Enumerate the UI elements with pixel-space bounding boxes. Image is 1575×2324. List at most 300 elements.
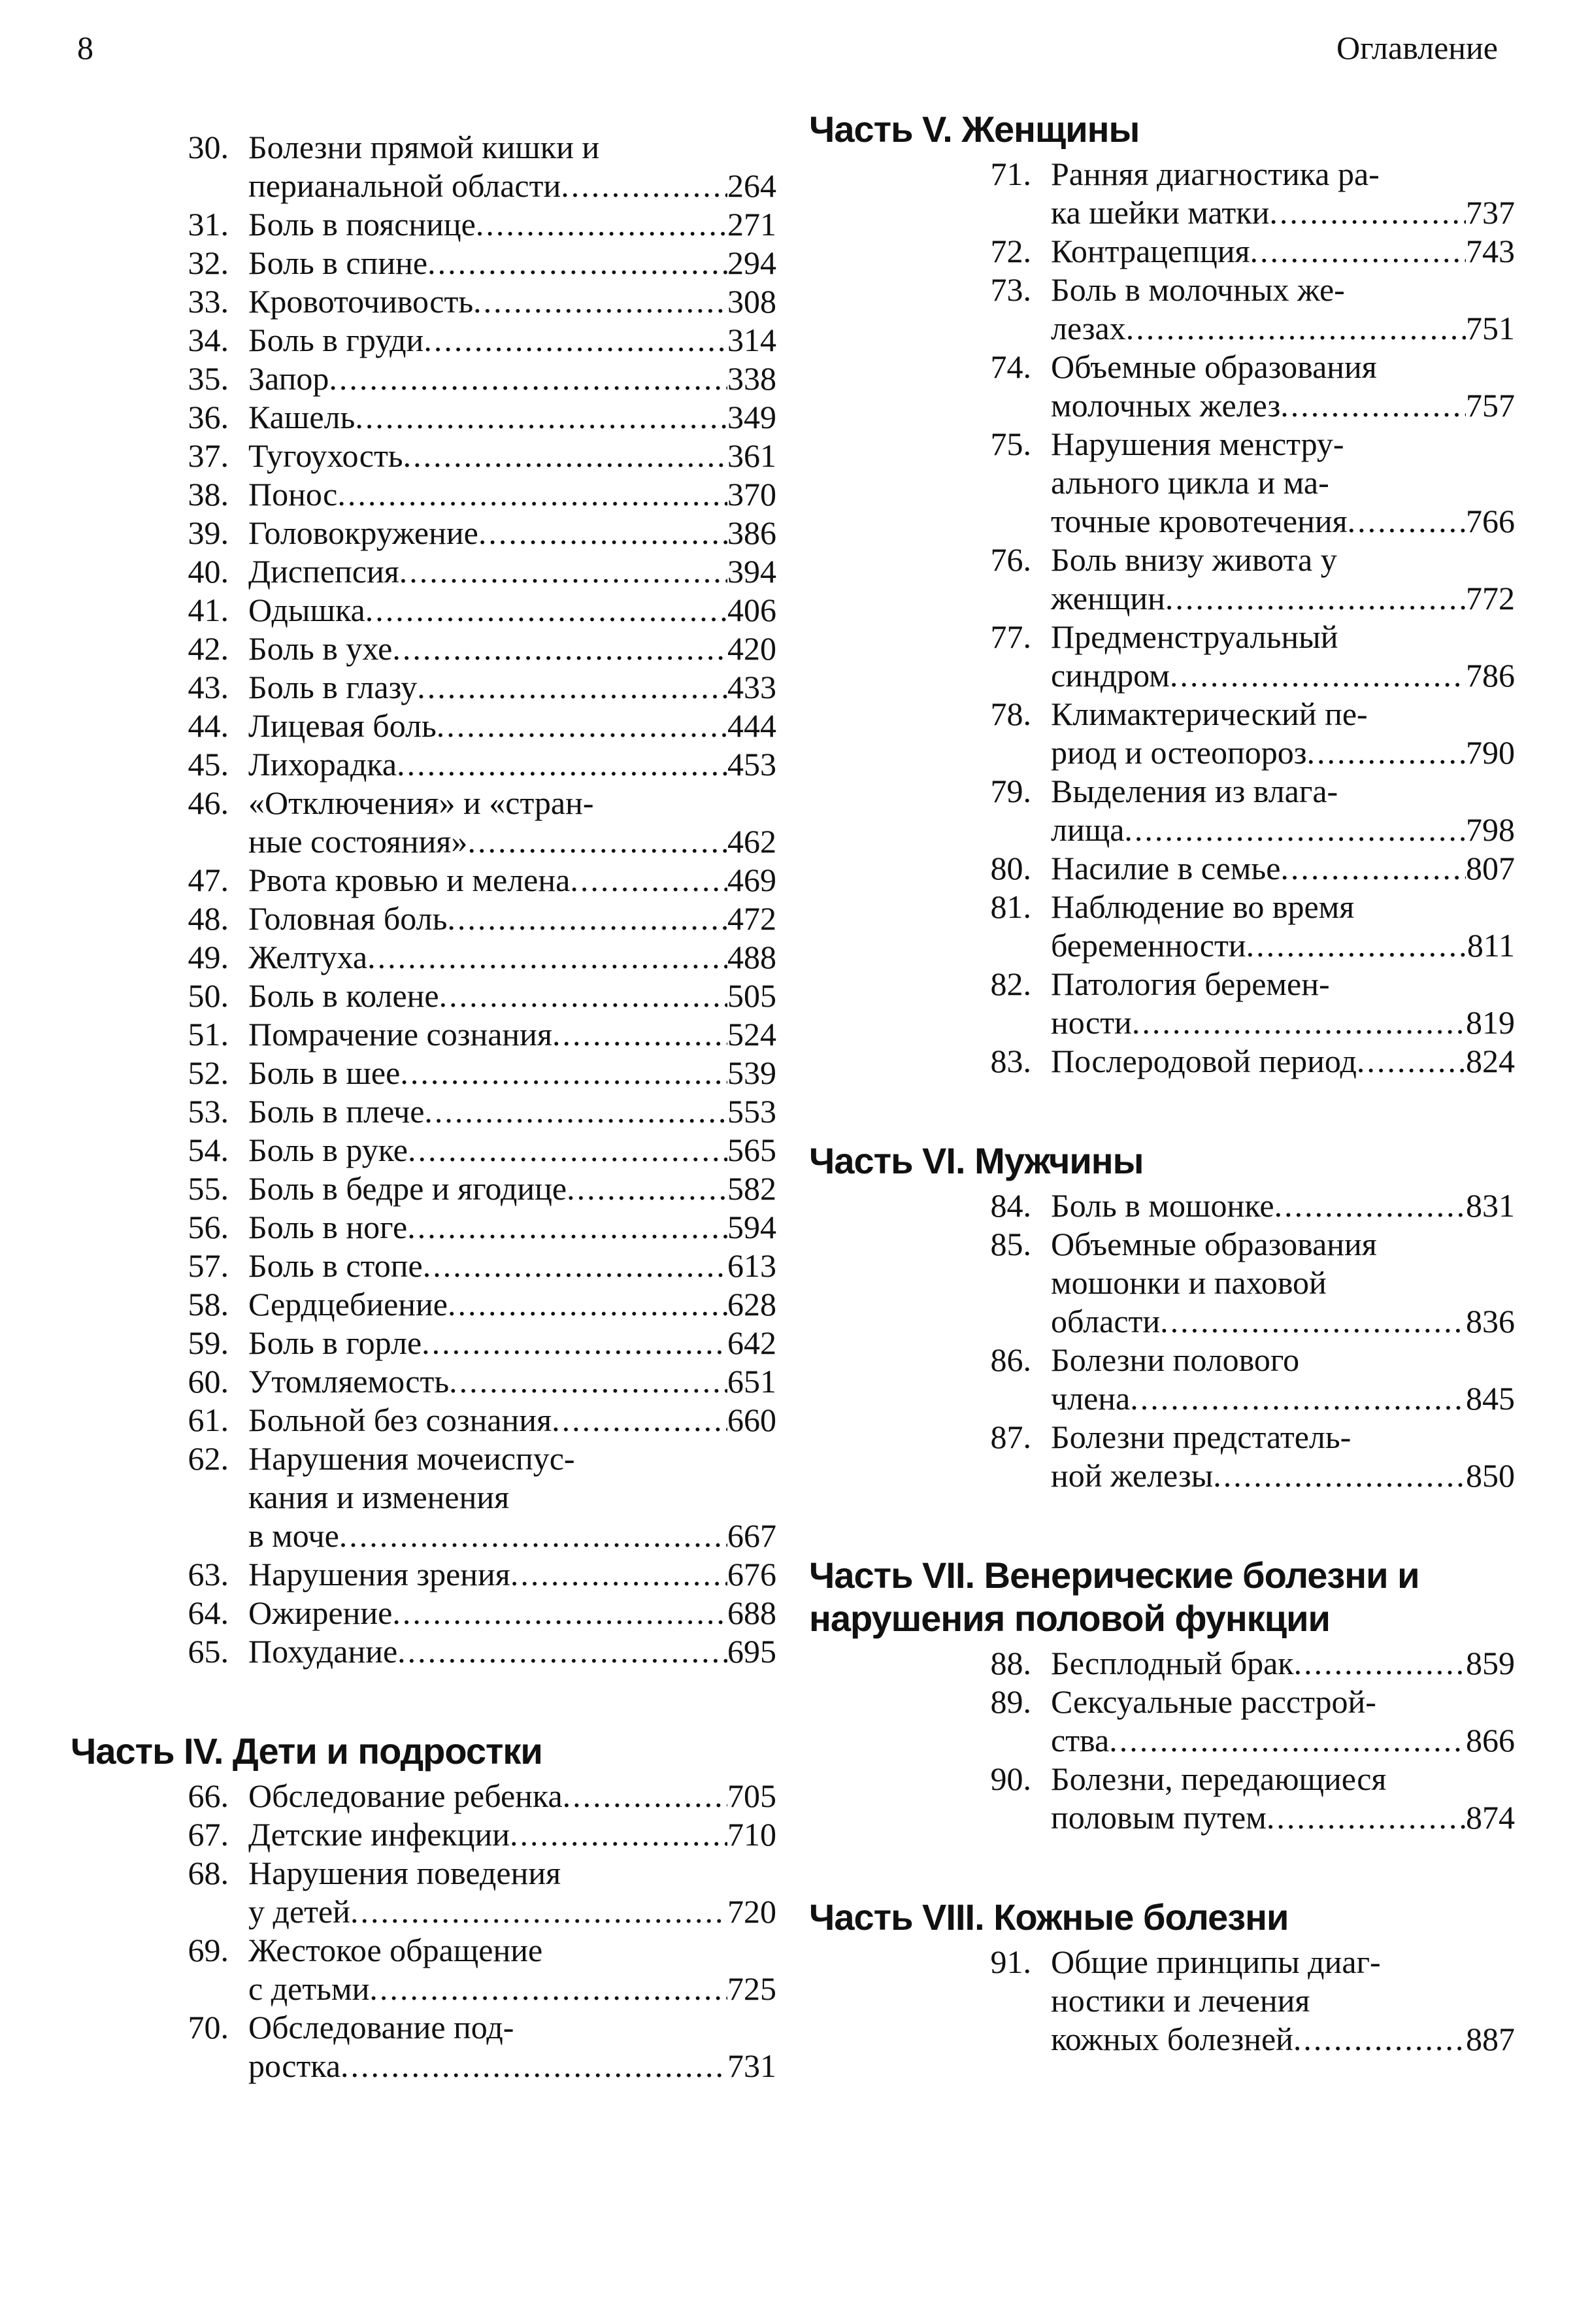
chapter-number: 81. [990, 888, 1031, 925]
chapter-number: 65. [188, 1633, 229, 1670]
page-ref: 845 [1466, 1380, 1515, 1417]
dot-leader [408, 1131, 727, 1170]
page-ref: 887 [1466, 2021, 1515, 2057]
chapter-title-line: в моче [248, 1517, 339, 1554]
chapter-number: 58. [188, 1286, 229, 1322]
toc-entry[interactable] [71, 1401, 776, 1440]
page-ref: 524 [727, 1016, 776, 1053]
dot-leader [1280, 386, 1466, 425]
page-ref: 469 [727, 862, 776, 898]
toc-entry[interactable] [71, 591, 776, 630]
dot-leader [1170, 656, 1466, 695]
chapter-number: 77. [990, 618, 1031, 655]
toc-entry[interactable] [809, 1760, 1515, 1837]
part-heading: Часть VIII. Кожные болезни [809, 1896, 1289, 1938]
chapter-title-line: Жестокое обращение [248, 1932, 543, 1968]
page-ref: 836 [1466, 1303, 1515, 1339]
chapter-title-line: Боль в молочных же- [1051, 271, 1345, 308]
chapter-title-line: Боль в шее [248, 1054, 401, 1091]
chapter-number: 44. [188, 707, 229, 744]
toc-entry[interactable] [809, 271, 1515, 348]
chapter-title-line: ства [1051, 1722, 1110, 1759]
toc-entry[interactable] [71, 977, 776, 1015]
toc-entry[interactable] [71, 128, 776, 205]
chapter-title-line: Нарушения мочеиспус- [248, 1440, 575, 1477]
toc-entry[interactable] [71, 938, 776, 977]
chapter-number: 42. [188, 630, 229, 667]
toc-entry[interactable] [809, 348, 1515, 425]
chapter-number: 83. [990, 1043, 1031, 1079]
chapter-title-line: Боль внизу живота у [1051, 541, 1337, 578]
chapter-title-line: беременности [1051, 927, 1246, 964]
chapter-number: 45. [188, 746, 229, 783]
dot-leader [1307, 733, 1466, 772]
toc-entry[interactable] [71, 900, 776, 938]
chapter-title-line: Ожирение [248, 1594, 393, 1631]
page-ref: 264 [727, 167, 776, 204]
dot-leader [561, 167, 727, 205]
toc-entry[interactable] [71, 1555, 776, 1594]
chapter-title-line: Боль в пояснице [248, 206, 476, 243]
toc-part [809, 1896, 1515, 2059]
toc-entry[interactable] [71, 514, 776, 552]
chapter-title-line: Обследование под- [248, 2009, 514, 2046]
dot-leader [397, 745, 727, 784]
toc-entry[interactable] [71, 1632, 776, 1671]
toc-entry[interactable] [71, 1054, 776, 1092]
page-ref: 628 [727, 1286, 776, 1322]
toc-entry[interactable] [71, 1208, 776, 1247]
page-ref: 433 [727, 669, 776, 705]
chapter-number: 88. [990, 1645, 1031, 1681]
toc-right-column [809, 108, 1515, 2117]
chapter-title-line: Сердцебиение [248, 1286, 448, 1322]
dot-leader [424, 1092, 727, 1131]
dot-leader [423, 321, 727, 360]
page-ref: 757 [1466, 387, 1515, 424]
toc-part [809, 1554, 1515, 1837]
page-ref: 710 [727, 1816, 776, 1853]
dot-leader [510, 1555, 727, 1594]
page-ref: 582 [727, 1170, 776, 1207]
toc-part [809, 108, 1515, 1081]
dot-leader [427, 244, 727, 282]
toc-entry[interactable] [809, 232, 1515, 271]
page-ref: 488 [727, 939, 776, 975]
part-heading: Часть V. Женщины [809, 109, 1140, 150]
chapter-title-line: Общие принципы диаг- [1051, 1944, 1381, 1980]
toc-entry[interactable] [71, 1285, 776, 1324]
chapter-number: 89. [990, 1683, 1031, 1720]
chapter-title-line: риод и остеопороз [1051, 734, 1307, 771]
page-ref: 811 [1467, 927, 1515, 964]
dot-leader [473, 282, 727, 321]
page-ref: 370 [727, 476, 776, 513]
chapter-number: 78. [990, 696, 1031, 732]
chapter-number: 32. [188, 244, 229, 281]
dot-leader [1294, 1644, 1466, 1683]
toc-entry[interactable] [71, 1777, 776, 1815]
chapter-title-line: области [1051, 1303, 1161, 1339]
chapter-title-line: Насилие в семье [1051, 850, 1281, 886]
dot-leader [367, 938, 727, 977]
chapter-number: 46. [188, 784, 229, 821]
page-ref: 613 [727, 1247, 776, 1284]
page-ref: 786 [1466, 657, 1515, 694]
dot-leader [422, 1324, 727, 1362]
toc-entry[interactable] [71, 1092, 776, 1131]
chapter-number: 75. [990, 426, 1031, 462]
dot-leader [1165, 579, 1466, 618]
page-ref: 338 [727, 360, 776, 397]
chapter-number: 49. [188, 939, 229, 975]
dot-leader [1274, 1187, 1466, 1225]
dot-leader [476, 205, 727, 244]
dot-leader [397, 1632, 727, 1671]
chapter-number: 50. [188, 977, 229, 1014]
part-heading: Часть VII. Венерические болезни и нарушения половой функции [809, 1555, 1419, 1639]
toc-entry[interactable] [71, 784, 776, 861]
chapter-number: 48. [188, 900, 229, 937]
page-ref: 743 [1466, 233, 1515, 269]
toc-entry[interactable] [71, 861, 776, 900]
dot-leader [403, 437, 727, 475]
toc-entry[interactable] [71, 1854, 776, 1931]
chapter-title-line: ной железы [1051, 1457, 1214, 1494]
page-ref: 798 [1466, 811, 1515, 848]
toc-entry[interactable] [71, 1594, 776, 1632]
chapter-title-line: члена [1051, 1380, 1131, 1417]
chapter-number: 41. [188, 592, 229, 628]
dot-leader [447, 900, 727, 938]
toc-entry[interactable] [71, 1170, 776, 1208]
part-heading: Часть VI. Мужчины [809, 1140, 1144, 1181]
toc-entry[interactable] [809, 1683, 1515, 1760]
page-ref: 731 [727, 2047, 776, 2084]
toc-entry[interactable] [71, 1131, 776, 1170]
toc-entry[interactable] [809, 965, 1515, 1042]
chapter-number: 40. [188, 553, 229, 590]
page-ref: 850 [1466, 1457, 1515, 1494]
chapter-title-line: Боль в ноге [248, 1209, 408, 1245]
toc-entry[interactable] [71, 398, 776, 437]
toc-entry[interactable] [71, 1015, 776, 1054]
chapter-title-line: кания и изменения [248, 1479, 510, 1515]
chapter-title-line: Лицевая боль [248, 707, 437, 744]
toc-entry[interactable] [809, 1187, 1515, 1225]
dot-leader [1213, 1457, 1466, 1495]
toc-part [809, 1139, 1515, 1495]
chapter-title-line: Контрацепция [1051, 233, 1250, 269]
page-ref: 361 [727, 437, 776, 474]
page-ref: 642 [727, 1324, 776, 1361]
dot-leader [340, 2047, 727, 2085]
chapter-title-line: «Отключения» и «стран- [248, 784, 594, 821]
chapter-title-line: Тугоухость [248, 437, 403, 474]
toc-entry[interactable] [809, 888, 1515, 965]
toc-entry[interactable] [71, 630, 776, 668]
chapter-number: 34. [188, 322, 229, 358]
page-ref: 386 [727, 514, 776, 551]
toc-entry[interactable] [809, 772, 1515, 849]
chapter-number: 87. [990, 1419, 1031, 1455]
chapter-number: 71. [990, 156, 1031, 192]
dot-leader [392, 630, 727, 668]
chapter-title-line: Сексуальные расстрой- [1051, 1683, 1376, 1720]
chapter-number: 54. [188, 1132, 229, 1168]
dot-leader [467, 822, 727, 861]
page-ref: 688 [727, 1594, 776, 1631]
toc-entry[interactable] [71, 552, 776, 591]
chapter-title-line: Болезни прямой кишки и [248, 129, 600, 165]
toc-entry[interactable] [71, 2008, 776, 2085]
chapter-title-line: Боль в ухе [248, 630, 393, 667]
chapter-title-line: Послеродовой период [1051, 1043, 1357, 1079]
chapter-title-line: Лихорадка [248, 746, 397, 783]
toc-entry[interactable] [71, 707, 776, 745]
chapter-number: 60. [188, 1363, 229, 1400]
chapter-title-line: Болезни полового [1051, 1341, 1300, 1378]
toc-entry[interactable] [71, 745, 776, 784]
chapter-title-line: ностики и лечения [1051, 1982, 1310, 2019]
toc-entry[interactable] [809, 425, 1515, 541]
chapter-title-line: Бесплодный брак [1051, 1645, 1294, 1681]
page-ref: 594 [727, 1209, 776, 1245]
chapter-number: 55. [188, 1170, 229, 1207]
toc-entry[interactable] [71, 1247, 776, 1285]
chapter-title-line: мошонки и паховой [1051, 1264, 1327, 1301]
chapter-title-line: Выделения из влага- [1051, 773, 1338, 809]
chapter-title-line: Боль в мошонке [1051, 1187, 1274, 1224]
page-ref: 874 [1466, 1799, 1515, 1836]
dot-leader [337, 475, 727, 514]
chapter-number: 69. [188, 1932, 229, 1968]
toc-entry[interactable] [71, 1931, 776, 2008]
dot-leader [1250, 232, 1467, 271]
chapter-title-line: Утомляемость [248, 1363, 450, 1400]
dot-leader [407, 1208, 727, 1247]
chapter-title-line: Боль в плече [248, 1093, 425, 1130]
dot-leader [1124, 811, 1466, 849]
toc-entry[interactable] [71, 668, 776, 707]
chapter-title-line: лища [1051, 811, 1125, 848]
page-ref: 737 [1466, 194, 1515, 231]
chapter-title-line: Боль в колене [248, 977, 439, 1014]
page-ref: 420 [727, 630, 776, 667]
page-ref: 824 [1466, 1043, 1515, 1079]
chapter-title-line: Объемные образования [1051, 1226, 1377, 1262]
page-ref: 667 [727, 1517, 776, 1554]
dot-leader [1267, 1798, 1466, 1837]
toc-entry[interactable] [71, 205, 776, 244]
chapter-title-line: Предменструальный [1051, 618, 1338, 655]
dot-leader [1109, 1721, 1466, 1760]
page-ref: 462 [727, 823, 776, 860]
chapter-title-line: Понос [248, 476, 338, 513]
dot-leader [329, 360, 727, 398]
dot-leader [448, 1285, 727, 1324]
page-ref: 294 [727, 244, 776, 281]
dot-leader [1160, 1302, 1466, 1341]
chapter-title-line: Нарушения менстру- [1051, 426, 1344, 462]
toc-entry[interactable] [71, 321, 776, 360]
chapter-number: 56. [188, 1209, 229, 1245]
chapter-number: 72. [990, 233, 1031, 269]
dot-leader [439, 977, 727, 1015]
dot-leader [567, 1170, 727, 1208]
chapter-title-line: Боль в горле [248, 1324, 422, 1361]
toc-entry[interactable] [809, 695, 1515, 772]
chapter-title-line: лезах [1051, 310, 1126, 346]
chapter-number: 38. [188, 476, 229, 513]
toc-entry[interactable] [71, 475, 776, 514]
dot-leader [369, 1970, 727, 2008]
toc-entry[interactable] [809, 541, 1515, 618]
page-ref: 349 [727, 399, 776, 435]
dot-leader [400, 1054, 727, 1092]
dot-leader [399, 552, 727, 591]
chapter-number: 43. [188, 669, 229, 705]
toc-entry[interactable] [71, 1362, 776, 1401]
dot-leader [563, 1777, 727, 1815]
chapter-title-line: Нарушения поведения [248, 1855, 561, 1891]
chapter-number: 80. [990, 850, 1031, 886]
chapter-number: 85. [990, 1226, 1031, 1262]
toc-entry[interactable] [809, 849, 1515, 888]
toc-entry[interactable] [809, 1644, 1515, 1683]
dot-leader [1348, 502, 1466, 541]
chapter-title-line: Боль в стопе [248, 1247, 423, 1284]
toc-entry[interactable] [71, 1815, 776, 1854]
part-heading: Часть IV. Дети и подростки [71, 1730, 542, 1772]
chapter-title-line: ка шейки матки [1051, 194, 1270, 231]
chapter-number: 33. [188, 283, 229, 320]
chapter-title-line: половым путем [1051, 1799, 1267, 1836]
toc-entry[interactable] [809, 1341, 1515, 1418]
chapter-title-line: ности [1051, 1004, 1132, 1041]
chapter-title-line: Больной без сознания [248, 1402, 552, 1438]
chapter-number: 52. [188, 1054, 229, 1091]
dot-leader [478, 514, 727, 552]
chapter-title-line: Наблюдение во время [1051, 888, 1355, 925]
page-ref: 394 [727, 553, 776, 590]
dot-leader [423, 1247, 727, 1285]
dot-leader [1246, 926, 1467, 965]
toc-entry[interactable] [809, 1225, 1515, 1341]
chapter-title-line: Объемные образования [1051, 348, 1377, 385]
chapter-title-line: Боль в бедре и ягодице [248, 1170, 567, 1207]
chapter-number: 68. [188, 1855, 229, 1891]
dot-leader [570, 861, 727, 900]
page-ref: 751 [1466, 310, 1515, 346]
chapter-number: 64. [188, 1594, 229, 1631]
toc-entry[interactable] [71, 1324, 776, 1362]
page-ref: 676 [727, 1556, 776, 1592]
chapter-title-line: Ранняя диагностика ра- [1051, 156, 1380, 192]
chapter-title-line: молочных желез [1051, 387, 1281, 424]
toc-entry[interactable] [809, 618, 1515, 695]
chapter-title-line: Обследование ребенка [248, 1777, 563, 1814]
page-ref: 444 [727, 707, 776, 744]
page-ref: 866 [1466, 1722, 1515, 1759]
chapter-number: 74. [990, 348, 1031, 385]
toc-entry[interactable] [809, 155, 1515, 232]
chapter-title-line: Одышка [248, 592, 365, 628]
page-ref: 539 [727, 1054, 776, 1091]
dot-leader [1280, 849, 1466, 888]
chapter-title-line: Похудание [248, 1633, 398, 1670]
dot-leader [1293, 2020, 1466, 2059]
page-ref: 271 [727, 206, 776, 243]
dot-leader [552, 1015, 727, 1054]
toc-entry[interactable] [809, 1042, 1515, 1081]
chapter-number: 79. [990, 773, 1031, 809]
page-ref: 505 [727, 977, 776, 1014]
chapter-title-line: Кашель [248, 399, 356, 435]
page-ref: 859 [1466, 1645, 1515, 1681]
dot-leader [1130, 1379, 1466, 1418]
toc-entry[interactable] [71, 282, 776, 321]
chapter-title-line: Рвота кровью и мелена [248, 862, 571, 898]
dot-leader [1132, 1003, 1466, 1042]
chapter-title-line: Головокружение [248, 514, 478, 551]
toc-entry[interactable] [71, 1440, 776, 1555]
chapter-number: 57. [188, 1247, 229, 1284]
chapter-number: 91. [990, 1944, 1031, 1980]
dot-leader [449, 1362, 727, 1401]
chapter-number: 30. [188, 129, 229, 165]
dot-leader [350, 1893, 727, 1931]
chapter-number: 47. [188, 862, 229, 898]
chapter-title-line: Диспепсия [248, 553, 399, 590]
dot-leader [1126, 309, 1466, 348]
chapter-title-line: Боль в спине [248, 244, 428, 281]
chapter-number: 70. [188, 2009, 229, 2046]
chapter-title-line: Кровоточивость [248, 283, 474, 320]
toc-entry[interactable] [71, 437, 776, 475]
chapter-number: 66. [188, 1777, 229, 1814]
page-header [77, 29, 1498, 81]
chapter-number: 51. [188, 1016, 229, 1053]
chapter-title-line: ростка [248, 2047, 341, 2084]
page-ref: 472 [727, 900, 776, 937]
chapter-title-line: Детские инфекции [248, 1816, 510, 1853]
chapter-title-line: Боль в глазу [248, 669, 418, 705]
chapter-number: 37. [188, 437, 229, 474]
chapter-number: 31. [188, 206, 229, 243]
page-ref: 565 [727, 1132, 776, 1168]
chapter-number: 59. [188, 1324, 229, 1361]
chapter-title-line: женщин [1051, 580, 1165, 616]
toc-entry[interactable] [809, 1943, 1515, 2059]
toc-entry[interactable] [71, 244, 776, 282]
chapter-title-line: перианальной области [248, 167, 561, 204]
page-ref: 660 [727, 1402, 776, 1438]
dot-leader [1357, 1042, 1466, 1081]
page-ref: 406 [727, 592, 776, 628]
chapter-title-line: ального цикла и ма- [1051, 464, 1329, 501]
toc-entry[interactable] [71, 360, 776, 398]
page-ref: 695 [727, 1633, 776, 1670]
chapter-number: 73. [990, 271, 1031, 308]
chapter-number: 84. [990, 1187, 1031, 1224]
page-ref: 314 [727, 322, 776, 358]
toc-entry[interactable] [809, 1418, 1515, 1495]
chapter-title-line: Запор [248, 360, 329, 397]
chapter-title-line: Боль в руке [248, 1132, 408, 1168]
toc-part [71, 128, 776, 1671]
dot-leader [339, 1517, 727, 1555]
